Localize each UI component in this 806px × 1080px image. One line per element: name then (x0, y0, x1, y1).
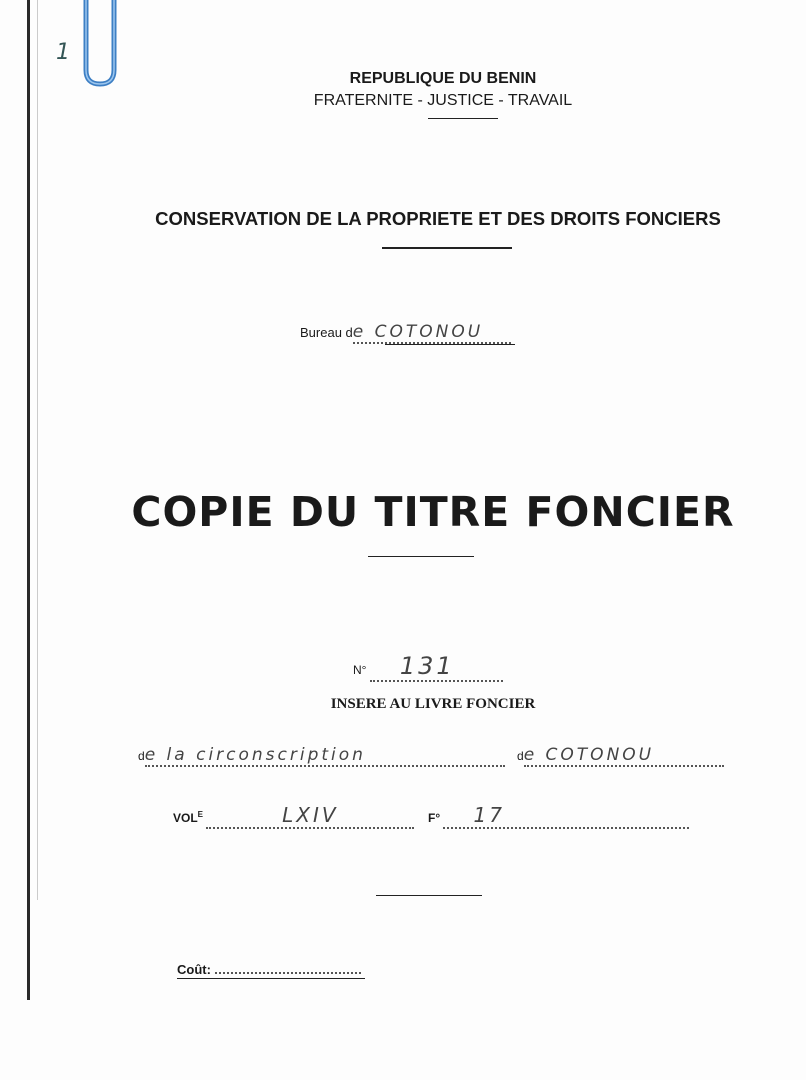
cost-underline (177, 978, 365, 979)
divider (376, 895, 482, 896)
city-line (517, 745, 727, 767)
folio-value: 17 (443, 803, 689, 829)
volume-line (173, 803, 414, 829)
city-prefix: d (517, 749, 524, 763)
document-title: COPIE DU TITRE FONCIER (131, 488, 735, 536)
vol-sup: E (197, 810, 204, 819)
divider (428, 118, 498, 119)
number-label: N° (353, 663, 367, 677)
bureau-value: e COTONOU (353, 322, 511, 344)
bureau-label: Bureau d (300, 325, 353, 340)
folio-line (428, 803, 689, 829)
cost-label: Coût: (177, 962, 211, 977)
city-value: e COTONOU (524, 745, 724, 767)
corner-mark: 1 (56, 40, 73, 65)
vol-value: LXIV (206, 803, 414, 829)
inserted-label: INSERE AU LIVRE FONCIER (330, 696, 536, 712)
cost-blank (215, 960, 361, 974)
cost-line (177, 960, 361, 977)
office-title: CONSERVATION DE LA PROPRIETE ET DES DROITS FONCIERS (155, 208, 721, 229)
divider (382, 247, 512, 249)
margin-line-faint (37, 0, 38, 900)
number-value: 131 (370, 652, 503, 682)
circ-value: e la circonscription (145, 745, 505, 767)
national-motto: FRATERNITE - JUSTICE - TRAVAIL (313, 92, 573, 109)
folio-label: F° (428, 811, 441, 825)
number-line (353, 652, 503, 680)
country-name: REPUBLIQUE DU BENIN (349, 70, 537, 87)
circ-prefix: d (138, 749, 145, 763)
divider (368, 556, 474, 557)
vol-label: VOL (173, 811, 198, 825)
divider (385, 344, 515, 345)
bureau-line (300, 322, 511, 342)
circonscription-line (138, 745, 514, 767)
